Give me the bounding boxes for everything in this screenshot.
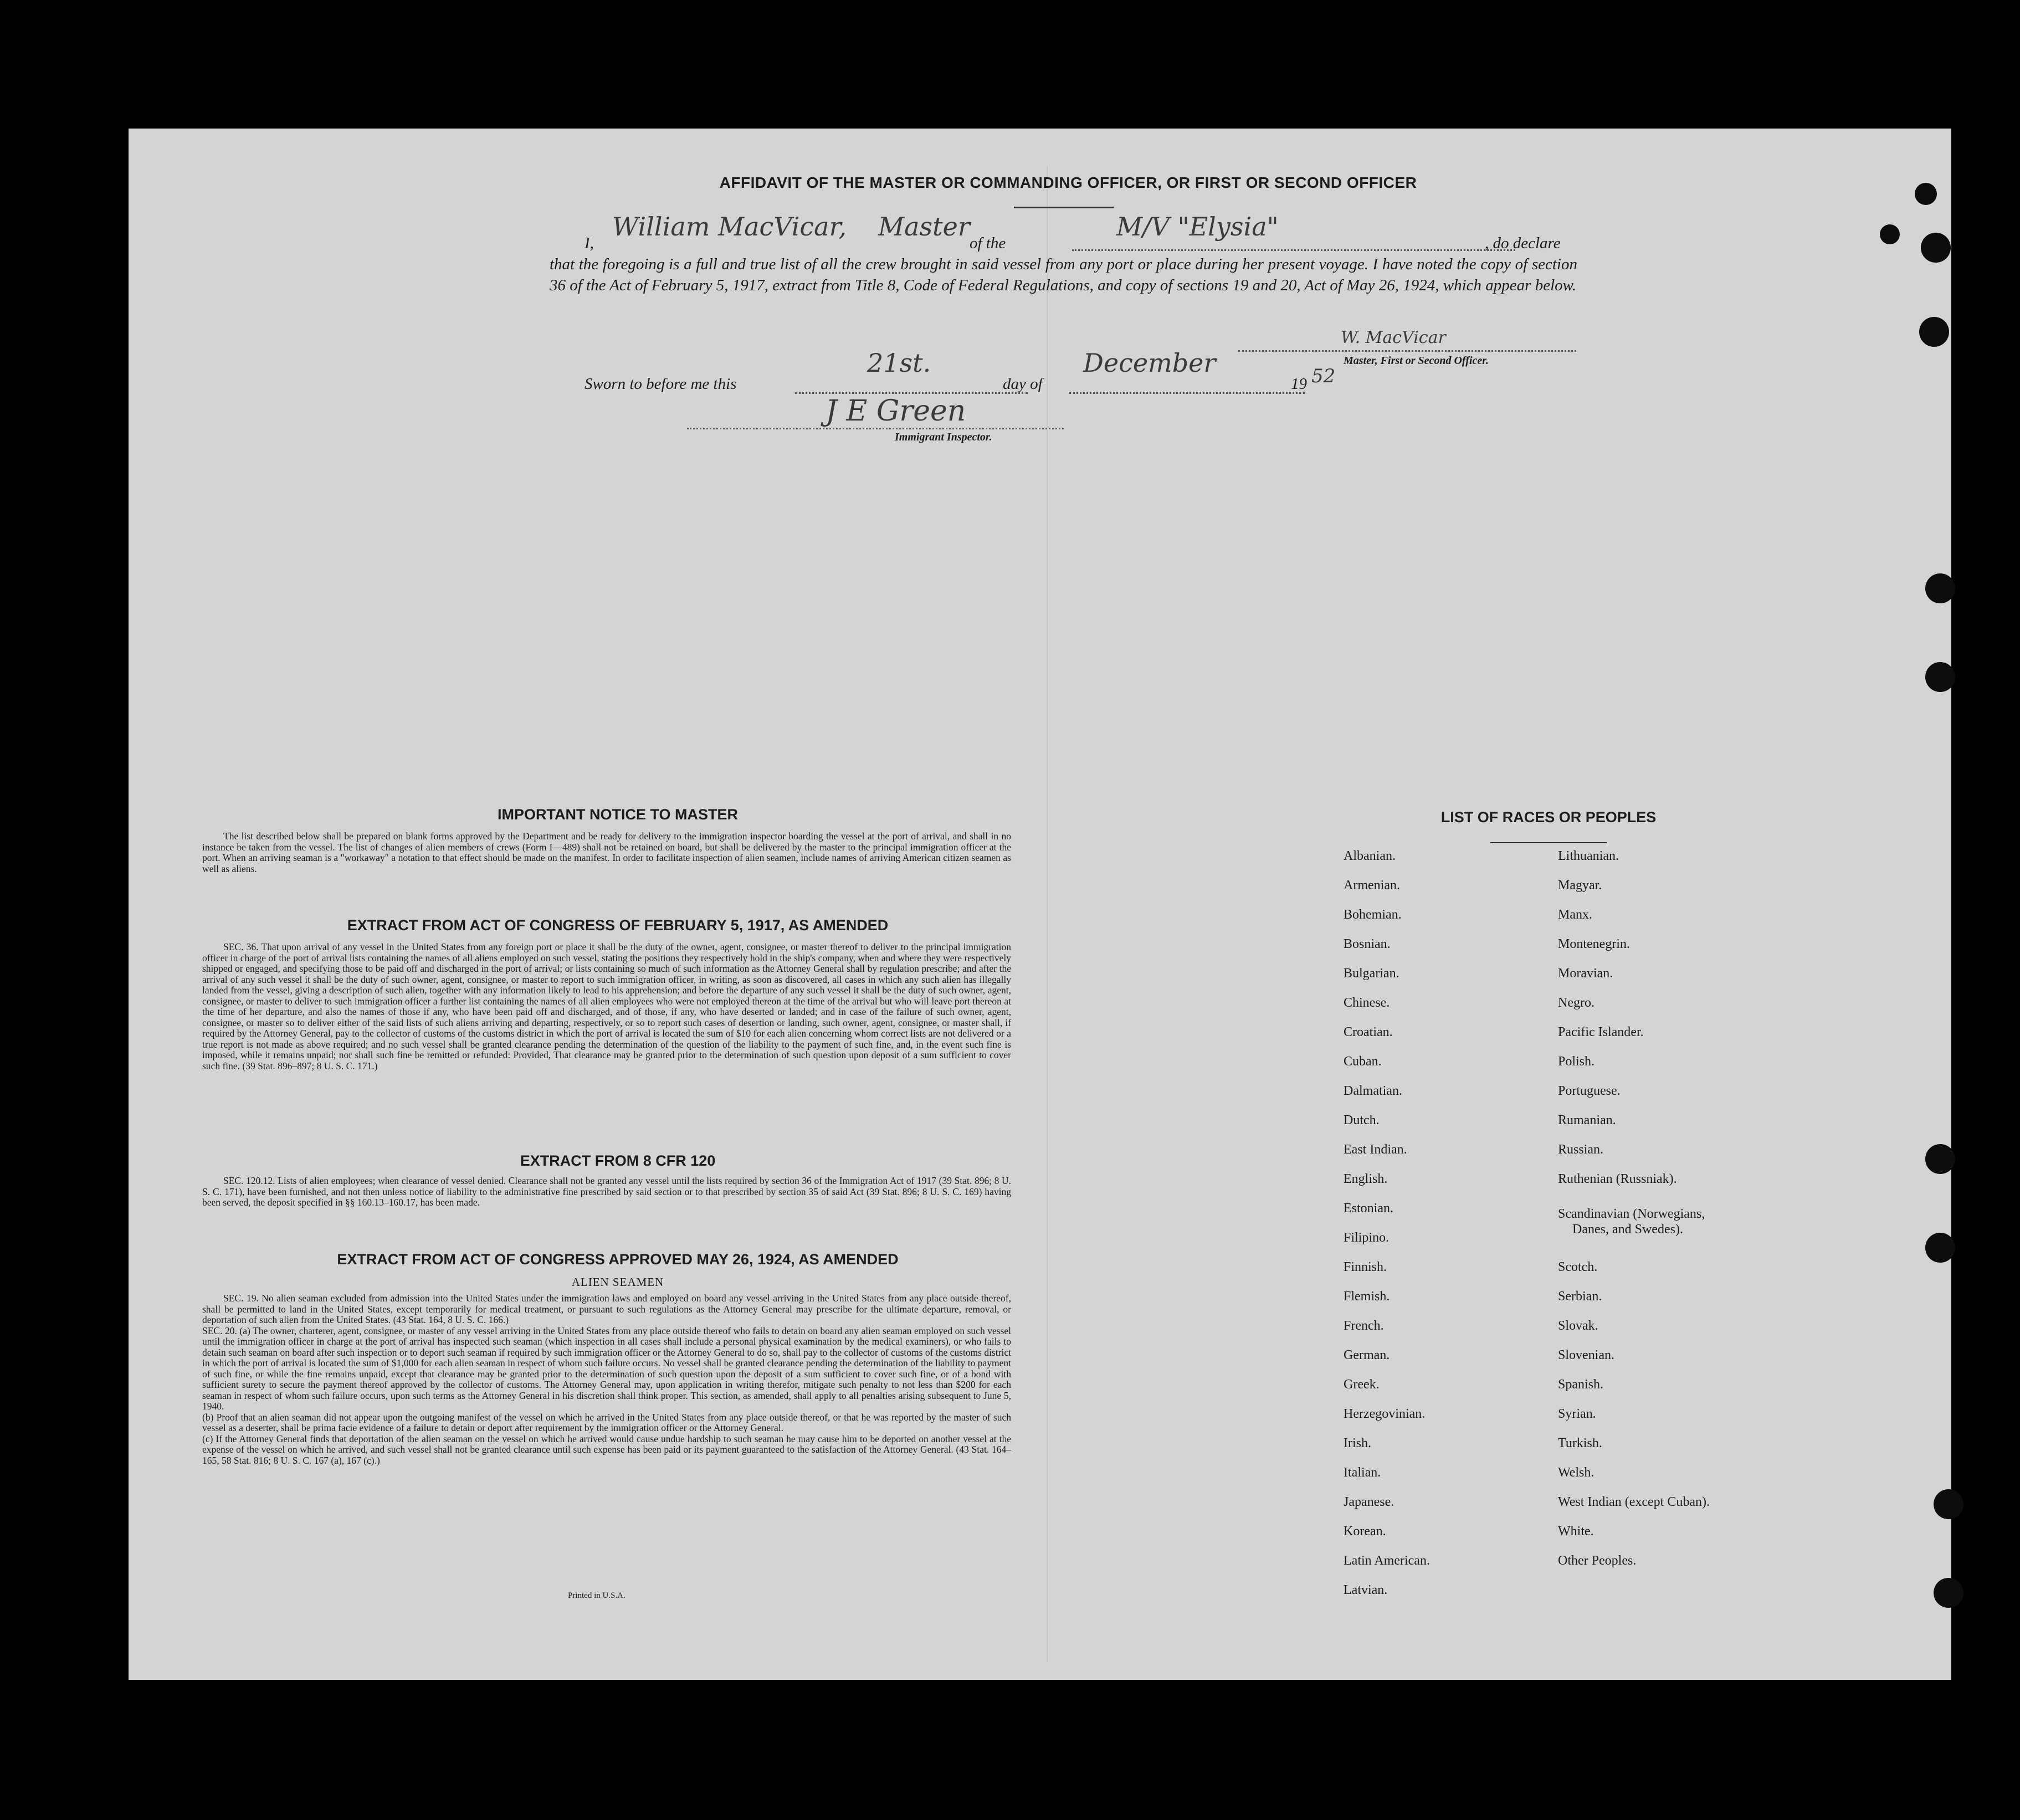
binder-hole (1915, 183, 1937, 205)
race-item: Polish. (1558, 1054, 1595, 1069)
master-signature: W. MacVicar (1341, 328, 1446, 347)
race-item: Serbian. (1558, 1289, 1602, 1304)
race-item: French. (1344, 1319, 1384, 1333)
race-item: Filipino. (1344, 1231, 1390, 1245)
sworn-month: December (1083, 348, 1216, 378)
day-of-text: day of (1003, 375, 1043, 393)
race-item: Armenian. (1344, 878, 1400, 893)
race-item: Herzegovinian. (1344, 1407, 1426, 1421)
extract-1917-text: SEC. 36. That upon arrival of any vessel in the United States from any foreign port or place it shall be the duty of the owner, agent, consignee, or master thereof to deliver to the principal immigration officer in charge of the port of arrival lists containing the names of all aliens employed on such vessel, stating the positions they respectively hold in the ship's company, when and where they were respectively shipped or engaged, and specifying those to be paid off and discharged in the port of arrival; or lists containing so much of such information as the Attorney General shall by regulation prescribe; and after the arrival of any such vessel it shall be the duty of such owner, agent, consignee, or master to report to such immigration officer, in writing, as soon as discovered, all cases in which any such alien has illegally landed from the vessel, giving a description of such alien, together with any information likely to lead to his apprehension; and before the departure of any such vessel it shall be the duty of such owner, agent, consignee, or master to deliver to such immigration officer a further list containing the names of all alien employees who were not employed thereon at the time of the arrival but who will leave port thereon at the time of her departure, and also the names of those if any, who have been paid off and discharged, and of those, if any, who have deserted or landed; and in case of the failure of such owner, agent, consignee, or master so to deliver either of the said lists of such aliens arriving and departing, respectively, or so to report such cases of desertion or landing, such owner, agent, consignee, or master shall, if required by the Attorney General, pay to the collector of customs of the customs district in which the port of arrival is located the sum of $10 for each alien concerning whom correct lists are not delivered or a true report is not made as above required; and no such vessel shall be granted clearance pending the determination of the question of the liability to the payment of such fine, and, in the event such fine is imposed, while it remains unpaid; nor shall such fine be remitted or refunded: Provided, That clearance may be granted prior to the determination of such question upon deposit of a sum sufficient to cover such fine. (39 Stat. 896–897; 8 U. S. C. 171.) (202, 941, 1011, 1072)
declarant-line (585, 212, 1582, 252)
title-rule (1014, 207, 1114, 208)
printed-in-usa: Printed in U.S.A. (568, 1591, 626, 1600)
binder-hole (1934, 1489, 1963, 1519)
race-item: Korean. (1344, 1524, 1386, 1539)
extract-cfr-text: SEC. 120.12. Lists of alien employees; when clearance of vessel denied. Clearance shall not be granted any vessel until the lists required by section 36 of the Immigration Act of 1917 (39 Stat. 896; 8 U. S. C. 171), have been furnished, and not then unless notice of liability to the administrative fine prescribed by said section or to that prescribed by section 35 of said Act (39 Stat. 896; 8 U. S. C. 169) having been served, the deposit specified in §§ 160.13–160.17, has been made. (202, 1175, 1011, 1208)
race-item: Bulgarian. (1344, 966, 1399, 981)
declarant-name: William MacVicar, (612, 212, 847, 242)
race-item: Bohemian. (1344, 908, 1402, 922)
extract-1924-text: SEC. 19. No alien seaman excluded from admission into the United States under the immigration laws and employed on board any vessel arriving in the United States from any place outside thereof, shall be permitted to land in the United States, except temporarily for medical treatment, or pursuant to such regulations as the Attorney General may prescribe for the ultimate departure, removal, or deportation of such alien from the United States. (43 Stat. 164, 8 U. S. C. 166.) SEC. 20. (a) The owner, charterer, agent, consignee, or master of any vessel arriving in the United States from any place outside thereof who fails to detain on board any alien seaman employed on such vessel until the immigration officer in charge at the port of arrival has inspected such seaman (which inspection in all cases shall include a personal physical examination by the medical examiners), or who fails to detain such seaman on board after such inspection or to deport such seaman if required by such immigration officer or the Attorney General to do so, shall pay to the collector of customs of the customs district in which the port of arrival is located the sum of $1,000 for each alien seaman in respect of whom such failure occurs. No vessel shall be granted clearance pending the determination of the liability to payment of such fine, or while the fine remains unpaid, except that clearance may be granted prior to the determination of such question upon the deposit of a sum sufficient to cover such fine, or of a bond with sufficient surety to secure the payment thereof approved by the collector of customs. The Attorney General may, upon application in writing therefor, mitigate such penalty to not less than $200 for each seaman in respect of whom such failure occurs, upon such terms as the Attorney General in his discretion shall think proper. This section, as amended, shall apply to all penalties arising subsequent to June 5, 1940. (b) Proof that an alien seaman did not appear upon the outgoing manifest of the vessel on which he arrived in the United States from any place outside thereof, or that he was reported by the master of such vessel as a deserter, shall be prima facie evidence of a failure to detain or deport after requirement by the immigration officer or the Attorney General. (c) If the Attorney General finds that deportation of the alien seaman on the vessel on which he arrived would cause undue hardship to such seaman he may cause him to be deported on another vessel at the expense of the vessel on which he arrived, and such vessel shall not be granted clearance until such expense has been paid or its payment guaranteed to the satisfaction of the Attorney General. (43 Stat. 164–165, 58 Stat. 816; 8 U. S. C. 167 (a), 167 (c).) (202, 1293, 1011, 1466)
races-title: LIST OF RACES OR PEOPLES (1440, 809, 1657, 826)
notice-text: The list described below shall be prepared on blank forms approved by the Department and be ready for delivery to the immigration inspector boarding the vessel at the port of arrival, and shall in no instance be taken from the vessel. The list of changes of alien members of crews (Form I—489) shall not be retained on board, but shall be delivered by the master to the principal immigration officer at the port. When an arriving seaman is a "workaway" a notation to that effect should be made on the manifest. In order to facilitate inspection of alien seamen, include names of arriving American citizen seamen as well as aliens. (202, 830, 1011, 874)
race-item: Italian. (1344, 1465, 1381, 1480)
race-item: Latvian. (1344, 1583, 1388, 1597)
inspector-signature: J E Green (826, 394, 966, 428)
race-item: Ruthenian (Russniak). (1558, 1172, 1677, 1186)
race-item: Croatian. (1344, 1025, 1393, 1039)
races-right-column (1558, 849, 1710, 1583)
sworn-day: 21st. (867, 348, 931, 378)
do-declare-text: , do declare (1485, 234, 1561, 252)
binder-hole (1925, 1233, 1955, 1263)
race-item: White. (1558, 1524, 1594, 1539)
declaration-body: that the foregoing is a full and true list of all the crew brought in said vessel from any port or place during her present voyage. I have noted the copy of section 36 of the Act of February 5, 1917, extract from Title 8, Code of Federal Regulations, and copy of sections 19 and 20, Act of May 26, 1924, which appear below. (550, 255, 1577, 294)
notice-title: IMPORTANT NOTICE TO MASTER (498, 806, 738, 823)
race-item: West Indian (except Cuban). (1558, 1495, 1710, 1509)
race-item: Cuban. (1344, 1054, 1382, 1069)
race-item: Flemish. (1344, 1289, 1390, 1304)
race-item: Magyar. (1558, 878, 1602, 893)
race-item: Japanese. (1344, 1495, 1394, 1509)
extract-1917-title: EXTRACT FROM ACT OF CONGRESS OF FEBRUARY 5, 1917, AS AMENDED (347, 917, 889, 934)
race-item: Moravian. (1558, 966, 1613, 981)
vessel-name: M/V "Elysia" (1116, 212, 1279, 242)
binder-hole (1925, 1144, 1955, 1174)
race-item: German. (1344, 1348, 1390, 1362)
race-item: Irish. (1344, 1436, 1371, 1450)
race-item: Welsh. (1558, 1465, 1595, 1480)
race-item: Estonian. (1344, 1201, 1393, 1216)
race-item: Manx. (1558, 908, 1592, 922)
race-item: Scandinavian (Norwegians, (1558, 1207, 1705, 1221)
of-the-text: of the (970, 234, 1006, 252)
race-item: Portuguese. (1558, 1084, 1621, 1098)
race-item: Russian. (1558, 1142, 1604, 1157)
sworn-line (585, 348, 1360, 399)
binder-hole (1880, 224, 1900, 244)
race-item: Slovak. (1558, 1319, 1598, 1333)
binder-hole (1921, 233, 1951, 263)
races-left-column (1344, 849, 1430, 1612)
year-suffix: 52 (1311, 365, 1336, 387)
race-item: Finnish. (1344, 1260, 1387, 1274)
race-item: Dutch. (1344, 1113, 1380, 1127)
race-item: Chinese. (1344, 996, 1390, 1010)
race-item: Slovenian. (1558, 1348, 1614, 1362)
race-item: Scotch. (1558, 1260, 1598, 1274)
inspector-label: Immigrant Inspector. (895, 431, 992, 443)
race-item: Montenegrin. (1558, 937, 1630, 951)
race-item: Negro. (1558, 996, 1595, 1010)
binder-hole (1919, 317, 1949, 347)
race-item: Danes, and Swedes). (1572, 1222, 1683, 1237)
extract-1924-subtitle: ALIEN SEAMEN (571, 1275, 664, 1289)
pre-name: I, (585, 234, 594, 252)
race-item: East Indian. (1344, 1142, 1407, 1157)
race-item: Albanian. (1344, 849, 1396, 863)
race-item: Latin American. (1344, 1554, 1430, 1568)
races-title-rule (1490, 842, 1607, 843)
binder-hole (1925, 573, 1955, 603)
race-item: Pacific Islander. (1558, 1025, 1644, 1039)
extract-cfr-title: EXTRACT FROM 8 CFR 120 (520, 1152, 716, 1169)
race-item: Spanish. (1558, 1377, 1604, 1392)
race-item: Syrian. (1558, 1407, 1596, 1421)
race-item: Rumanian. (1558, 1113, 1616, 1127)
binder-hole (1934, 1578, 1963, 1608)
master-label: Master, First or Second Officer. (1344, 355, 1489, 367)
sworn-text: Sworn to before me this (585, 375, 737, 393)
affidavit-title: AFFIDAVIT OF THE MASTER OR COMMANDING OFFICER, OR FIRST OR SECOND OFFICER (719, 174, 1417, 191)
binder-hole (1925, 662, 1955, 692)
race-item: Other Peoples. (1558, 1554, 1637, 1568)
year-prefix: 19 (1291, 375, 1307, 393)
race-item: Dalmatian. (1344, 1084, 1402, 1098)
race-item: Greek. (1344, 1377, 1380, 1392)
race-item: Lithuanian. (1558, 849, 1619, 863)
extract-1924-title: EXTRACT FROM ACT OF CONGRESS APPROVED MAY 26, 1924, AS AMENDED (337, 1251, 899, 1268)
race-item: Bosnian. (1344, 937, 1391, 951)
race-item: English. (1344, 1172, 1388, 1186)
race-item: Turkish. (1558, 1436, 1602, 1450)
declarant-rank: Master (878, 212, 970, 242)
